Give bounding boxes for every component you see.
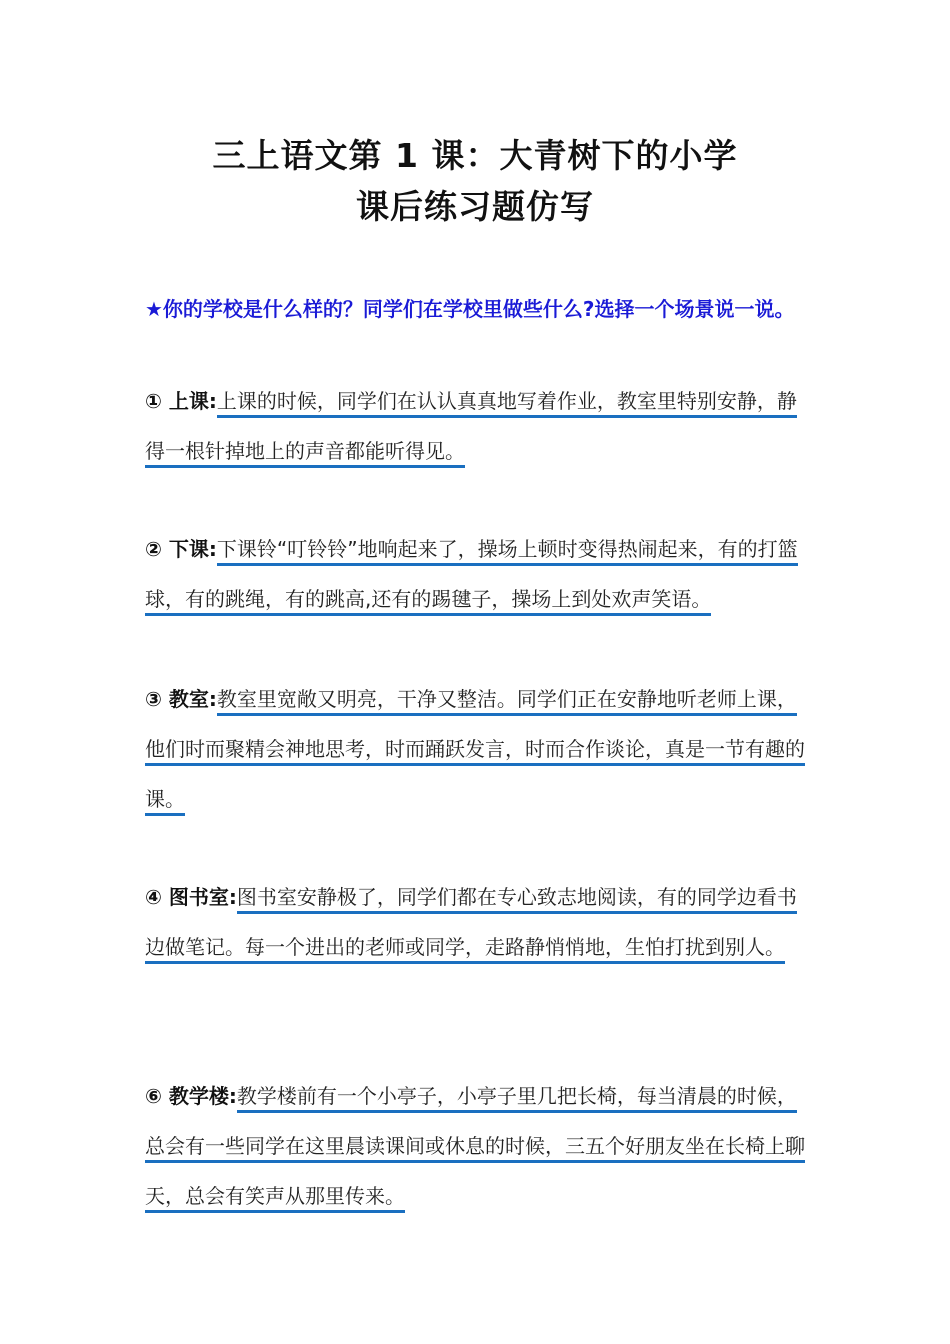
- answer-item-teaching-building: [145, 1071, 811, 1221]
- item-label: ⑥ 教学楼:: [145, 1084, 237, 1108]
- item-answer: 图书室安静极了，同学们都在专心致志地阅读，有的同学边看书边做笔记。每一个进出的老师或同学，走路静悄悄地，生怕打扰到别人。: [145, 885, 797, 964]
- item-label: ③ 教室:: [145, 687, 217, 711]
- item-label: ② 下课:: [145, 537, 217, 561]
- answer-item-class: [145, 376, 811, 476]
- item-answer: 教学楼前有一个小亭子，小亭子里几把长椅，每当清晨的时候，总会有一些同学在这里晨读课间或休息的时候，三五个好朋友坐在长椅上聊天，总会有笑声从那里传来。: [145, 1084, 805, 1213]
- exercise-prompt: ★你的学校是什么样的？同学们在学校里做些什么?选择一个场景说一说。: [145, 297, 795, 321]
- item-answer: 下课铃“叮铃铃”地响起来了，操场上顿时变得热闹起来，有的打篮球，有的跳绳，有的跳高,还有的踢毽子，操场上到处欢声笑语。: [145, 537, 798, 616]
- answer-item-classroom: [145, 674, 811, 824]
- item-label: ④ 图书室:: [145, 885, 237, 909]
- answer-item-library: [145, 872, 811, 972]
- document-title: 三上语文第 1 课：大青树下的小学: [212, 136, 738, 175]
- item-answer: 上课的时候，同学们在认认真真地写着作业，教室里特别安静，静得一根针掉地上的声音都能听得见。: [145, 389, 797, 468]
- document-subtitle: 课后练习题仿写: [356, 187, 594, 226]
- answer-item-break: [145, 524, 811, 624]
- item-label: ① 上课:: [145, 389, 217, 413]
- item-answer: 教室里宽敞又明亮，干净又整洁。同学们正在安静地听老师上课，他们时而聚精会神地思考，时而踊跃发言，时而合作谈论，真是一节有趣的课。: [145, 687, 805, 816]
